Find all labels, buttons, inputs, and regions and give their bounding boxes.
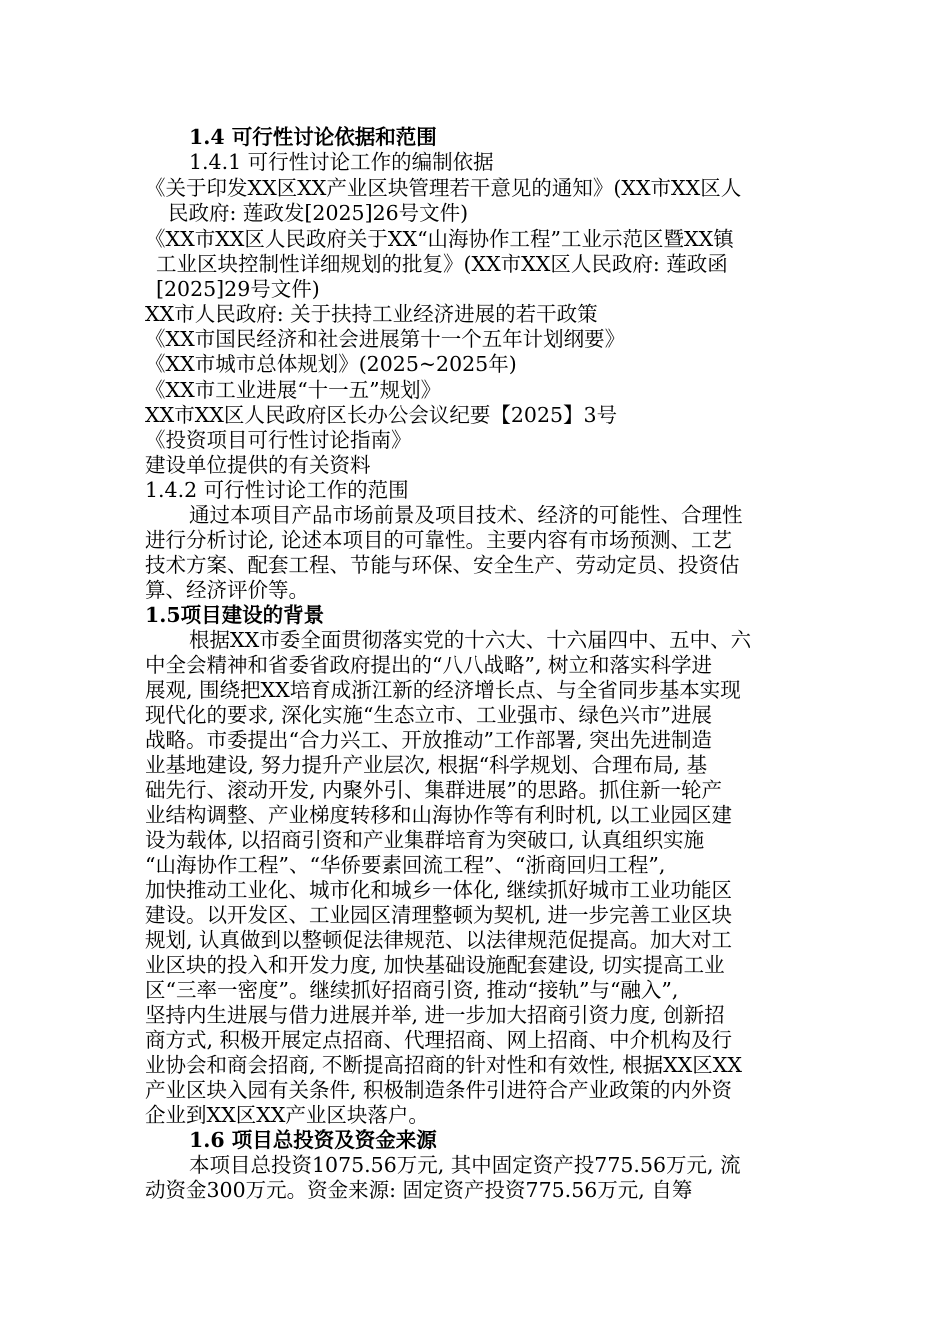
paragraph-line: 算、经济评价等。 [145, 578, 309, 602]
basis-item-continuation: 工业区块控制性详细规划的批复》(XX市XX区人民政府: 莲政函 [156, 252, 728, 276]
paragraph-line: 战略。市委提出“合力兴工、开放推动”工作部署, 突出先进制造 [145, 728, 712, 752]
section-heading-1-5: 1.5项目建设的背景 [145, 603, 325, 627]
section-heading-1-6: 1.6 项目总投资及资金来源 [189, 1128, 437, 1152]
paragraph-line: “山海协作工程”、“华侨要素回流工程”、“浙商回归工程”, [145, 853, 666, 877]
paragraph-line: 商方式, 积极开展定点招商、代理招商、网上招商、中介机构及行 [145, 1028, 733, 1052]
basis-item: XX市XX区人民政府区长办公会议纪要【2025】3号 [145, 403, 618, 427]
paragraph-line: 础先行、滚动开发, 内聚外引、集群进展”的思路。抓住新一轮产 [145, 778, 723, 802]
basis-item: 《XX市国民经济和社会进展第十一个五年计划纲要》 [145, 327, 626, 351]
paragraph-line: 根据XX市委全面贯彻落实党的十六大、十六届四中、五中、六 [189, 628, 752, 652]
paragraph-line: 产业区块入园有关条件, 积极制造条件引进符合产业政策的内外资 [145, 1078, 733, 1102]
basis-item-continuation: 民政府: 莲政发[2025]26号文件) [168, 201, 469, 225]
paragraph-line: 建设。以开发区、工业园区清理整顿为契机, 进一步完善工业区块 [145, 903, 733, 927]
basis-item: 《XX市XX区人民政府关于XX“山海协作工程”工业示范区暨XX镇 [145, 227, 734, 251]
basis-item: 《投资项目可行性讨论指南》 [145, 428, 412, 452]
paragraph-line: 进行分析讨论, 论述本项目的可靠性。主要内容有市场预测、工艺 [145, 528, 733, 552]
paragraph-line: 加快推动工业化、城市化和城乡一体化, 继续抓好城市工业功能区 [145, 878, 733, 902]
basis-item-continuation: [2025]29号文件) [156, 277, 320, 301]
basis-item: 《关于印发XX区XX产业区块管理若干意见的通知》(XX市XX区人 [145, 176, 742, 200]
basis-item: 建设单位提供的有关资料 [145, 453, 371, 477]
paragraph-line: 展观, 围绕把XX培育成浙江新的经济增长点、与全省同步基本实现 [145, 678, 741, 702]
basis-item: XX市人民政府: 关于扶持工业经济进展的若干政策 [145, 302, 598, 326]
paragraph-line: 企业到XX区XX产业区块落户。 [145, 1103, 429, 1127]
basis-item: 《XX市工业进展“十一五”规划》 [145, 378, 442, 402]
paragraph-line: 通过本项目产品市场前景及项目技术、经济的可能性、合理性 [189, 503, 743, 527]
paragraph-line: 技术方案、配套工程、节能与环保、安全生产、劳动定员、投资估 [145, 553, 740, 577]
subsection-heading-1-4-1: 1.4.1 可行性讨论工作的编制依据 [189, 150, 494, 174]
section-heading-1-4: 1.4 可行性讨论依据和范围 [189, 125, 437, 149]
paragraph-line: 本项目总投资1075.56万元, 其中固定资产投775.56万元, 流 [189, 1153, 741, 1177]
paragraph-line: 业区块的投入和开发力度, 加快基础设施配套建设, 切实提高工业 [145, 953, 725, 977]
subsection-heading-1-4-2: 1.4.2 可行性讨论工作的范围 [145, 478, 409, 502]
paragraph-line: 坚持内生进展与借力进展并举, 进一步加大招商引资力度, 创新招 [145, 1003, 725, 1027]
paragraph-line: 业协会和商会招商, 不断提高招商的针对性和有效性, 根据XX区XX [145, 1053, 742, 1077]
paragraph-line: 动资金300万元。资金来源: 固定资产投资775.56万元, 自筹 [145, 1178, 693, 1202]
basis-item: 《XX市城市总体规划》(2025~2025年) [145, 352, 517, 376]
paragraph-line: 业基地建设, 努力提升产业层次, 根据“科学规划、合理布局, 基 [145, 753, 708, 777]
paragraph-line: 设为载体, 以招商引资和产业集群培育为突破口, 认真组织实施 [145, 828, 705, 852]
paragraph-line: 区“三率一密度”。继续抓好招商引资, 推动“接轨”与“融入”, [145, 978, 679, 1002]
paragraph-line: 规划, 认真做到以整顿促法律规范、以法律规范促提高。加大对工 [145, 928, 733, 952]
paragraph-line: 业结构调整、产业梯度转移和山海协作等有利时机, 以工业园区建 [145, 803, 733, 827]
paragraph-line: 现代化的要求, 深化实施“生态立市、工业强市、绿色兴市”进展 [145, 703, 712, 727]
paragraph-line: 中全会精神和省委省政府提出的“八八战略”, 树立和落实科学进 [145, 653, 712, 677]
